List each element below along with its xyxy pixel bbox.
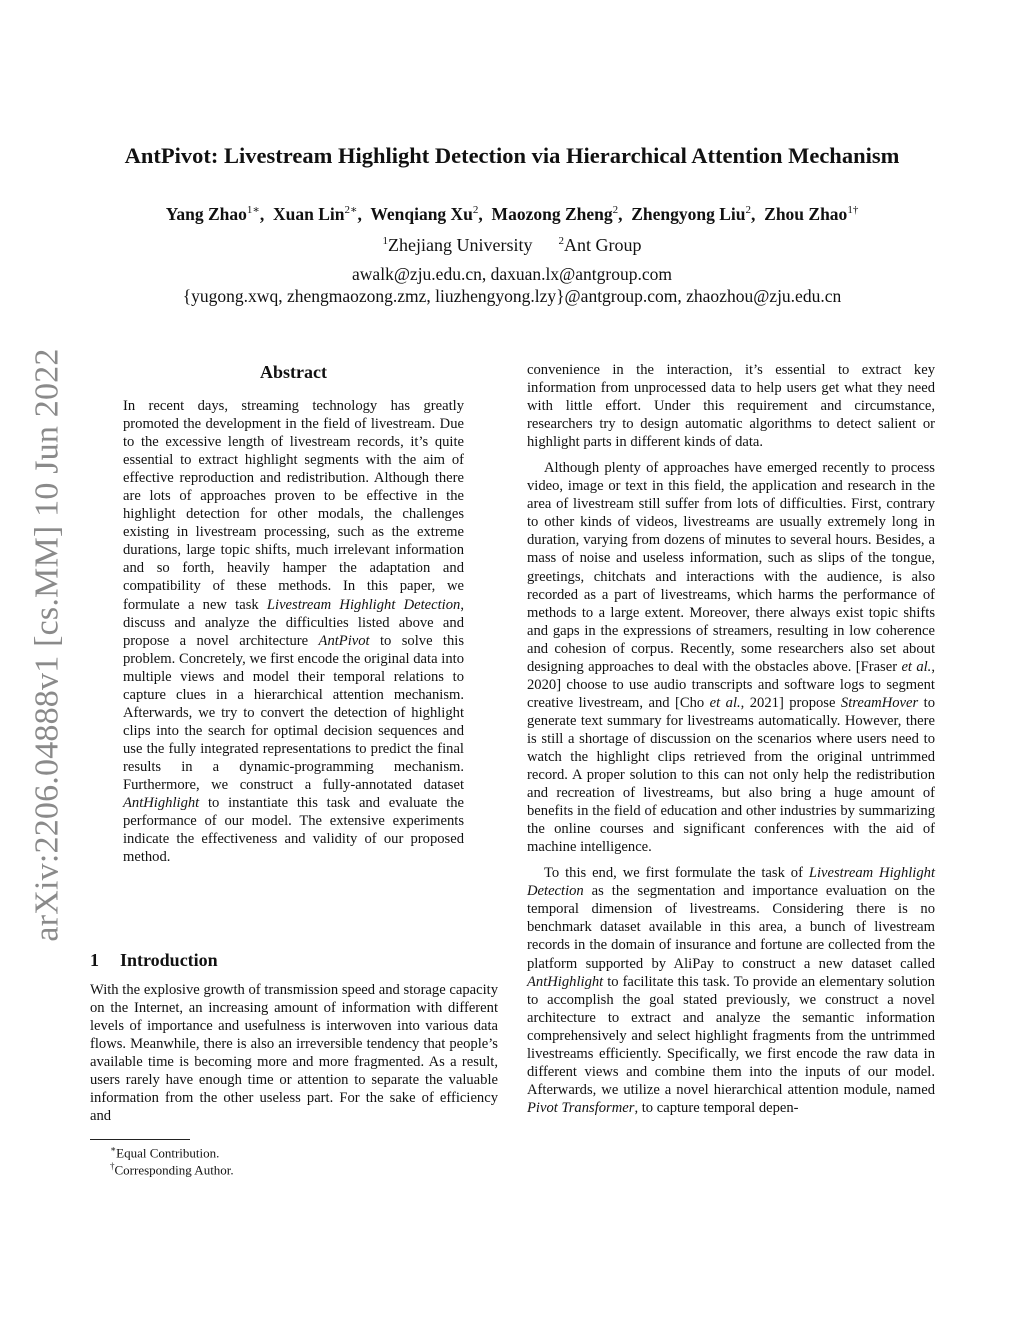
- section-number: 1: [90, 950, 99, 970]
- text-run: to solve this problem. Concretely, we first encode the original data into multiple views and model their temporal relations to capture clues in a hierarchical attention mechanism. Afterwards, we try to convert the detection of highlight clips into the search for optimal decision sequences and use the fully integrated representations to predict the final results in a dynamic-programming mechanism. Furthermore, we construct a fully-annotated dataset: [123, 632, 465, 793]
- section-heading-introduction: [90, 950, 218, 971]
- text-run: To this end, we first formulate the task of: [544, 865, 809, 882]
- arxiv-stamp: [28, 345, 68, 945]
- text-run: , 2020] choose to use audio transcripts and software logs to segment creative livestream, and [Cho: [527, 658, 935, 711]
- affiliations: [60, 235, 964, 256]
- intro-paragraph-right: [527, 361, 935, 451]
- text-run: convenience in the interaction, it’s essential to extract key information from unprocessed data to help users get what they need with little effort. Under this requirement and circumstance, researchers try to design automatic algorithms to detect salient or highlight parts in different kinds of data.: [527, 362, 935, 451]
- arxiv-stamp-text: arXiv:2206.04888v1 [cs.MM] 10 Jun 2022: [29, 348, 66, 942]
- abstract-body: [123, 397, 464, 866]
- intro-paragraph-left: With the explosive growth of transmission speed and storage capacity on the Internet, an increasing amount of information with different levels of importance and usefulness is interwoven into various data flows. Meanwhile, there is also an irreversible tendency that people’s available time is becoming more and more fragmented. As a result, users rarely have enough time or attention to separate the valuable information from the other useless part. For the sake of efficiency and: [90, 982, 498, 1125]
- italic-text-run: Livestream Highlight Detection: [266, 596, 461, 613]
- text-run: , discuss and analyze the difficulties listed above and propose a novel architecture: [123, 596, 464, 649]
- text-run: to facilitate this task. To provide an elementary solution to accomplish the goal stated previously, we construct a novel architecture to extract and analyze the semantic information comprehensively and select highlight fragments from the untrimmed livestreams efficiently. Specifically, we first encode the raw data in different views and combine them into the inputs of our model. Afterwards, we utilize a novel hierarchical attention module, named: [527, 973, 935, 1098]
- text-run: In recent days, streaming technology has greatly promoted the development in the field of livestream. Due to the excessive length of livestream records, it’s quite essential to extract highlight segments with the aim of effective reproduction and redistribution. Although there are lots of approaches proven to be effective in the highlight detection for other modals, the challenges existing in livestream processing, such as the extreme durations, large topic shifts, much irrelevant information and so forth, heavily hamper the adaptation and compatibility of these methods. In this paper, we formulate a new task: [123, 398, 464, 613]
- footnote-equal-contribution: ∗Equal Contribution.: [110, 1144, 220, 1161]
- author: Xuan Lin$^{2∗}$: [273, 203, 358, 224]
- affiliation: $^2$Ant Group: [558, 235, 642, 255]
- italic-text-run: AntPivot: [318, 632, 370, 649]
- right-column: [527, 361, 935, 1125]
- text-run: Although plenty of approaches have emerged recently to process video, image or text in this field, the application and research in the area of livestream still suffer from lots of difficulties. First, contrary to other kinds of videos, livestreams are usually extremely long in duration, varying from dozens of minutes to several hours. Besides, a mass of noise and useless information, such as slips of the tongue, greetings, chitchats and interactions with the audience, is also recorded as a part of livestreams, which harms the performance of methods to a large extent. Moreover, there always exist topic shifts and gaps in the expressions of streamers, resulting in low coherence and cohesion of corpus. Recently, some researchers also set about designing approaches to deal with the obstacles above. [Fraser: [527, 460, 935, 675]
- author: Yang Zhao$^{1∗}$: [165, 203, 260, 224]
- author-emails-line1: awalk@zju.edu.cn, daxuan.lx@antgroup.com: [352, 264, 672, 284]
- author-list: Yang Zhao$^{1∗}$, Xuan Lin$^{2∗}$, Wenqiang Xu$^2$, Maozong Zheng$^2$, Zhengyong Liu$^2$, Zhou Zhao$^{1\dagger}$: [165, 203, 859, 224]
- italic-text-run: AntHighlight: [527, 973, 604, 990]
- italic-text-run: et al.: [709, 694, 741, 711]
- text-run: to generate text summary for livestreams automatically. However, there is still a shortage of discussion on the scenarios where users need to watch the highlight clips retrieved from the original untrimmed record. A proper solution to this can not only help the redistribution and recreation of livestreams, but also bring a huge amount of benefits in the field of education and other industries by summarizing the online courses and significant conferences with the aid of machine intelligence.: [527, 694, 935, 856]
- author-emails-line2: {yugong.xwq, zhengmaozong.zmz, liuzhengyong.lzy}@antgroup.com, zhaozhou@zju.edu.cn: [182, 286, 842, 306]
- author: Zhou Zhao$^{1\dagger}$: [764, 203, 859, 224]
- paper-title: AntPivot: Livestream Highlight Detection via Hierarchical Attention Mechanism: [124, 143, 900, 168]
- intro-paragraph-right: [527, 864, 935, 1117]
- footnote-rule: [90, 1139, 190, 1140]
- italic-text-run: StreamHover: [840, 694, 919, 711]
- footnote-corresponding-author: †Corresponding Author.: [110, 1161, 234, 1178]
- author: Maozong Zheng$^2$: [491, 203, 619, 224]
- text-run: , 2021] propose: [740, 694, 841, 711]
- affiliation: $^1$Zhejiang University: [382, 235, 533, 255]
- text-run: to instantiate this task and evaluate the performance of our model. The extensive experiments indicate the effectiveness and validity of our proposed method.: [123, 795, 464, 866]
- italic-text-run: AntHighlight: [123, 795, 200, 812]
- intro-paragraph-right: [527, 459, 935, 856]
- text-run: , to capture temporal depen-: [634, 1099, 799, 1116]
- author: Wenqiang Xu$^2$: [370, 203, 479, 224]
- italic-text-run: Livestream Highlight Detection: [527, 865, 935, 900]
- author: Zhengyong Liu$^2$: [631, 203, 752, 224]
- abstract-heading: Abstract: [260, 362, 327, 382]
- text-run: as the segmentation and importance evaluation on the temporal dimension of livestreams. Considering there is no benchmark dataset available in this area, a bunch of livestream records in the domain of insurance and fortune are collected from the platform supported by AliPay to construct a new dataset called: [527, 883, 935, 972]
- section-title: Introduction: [120, 950, 218, 970]
- italic-text-run: et al.: [901, 658, 932, 675]
- italic-text-run: Pivot Transformer: [527, 1099, 635, 1116]
